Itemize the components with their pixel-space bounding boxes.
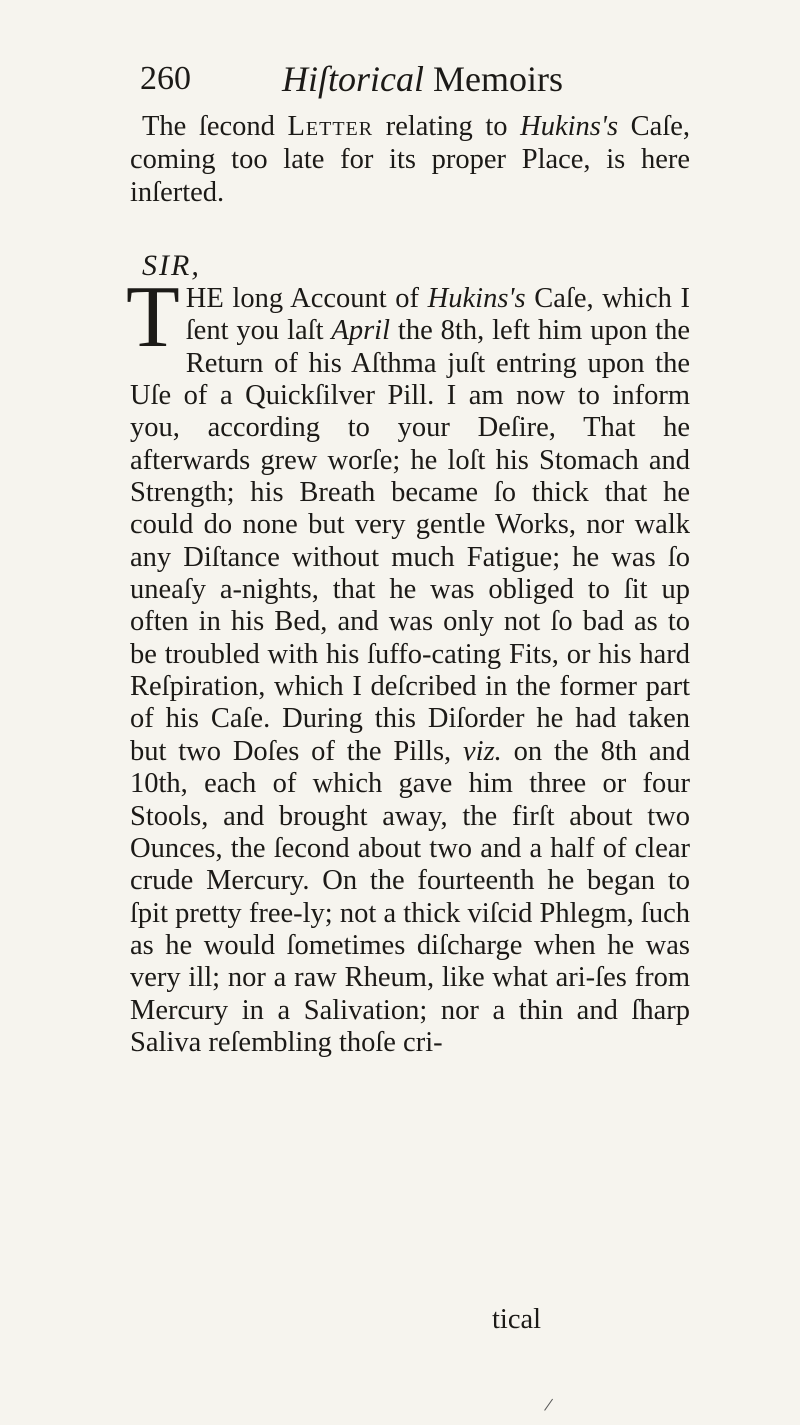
catchword: tical — [492, 1304, 542, 1335]
letter-viz: viz. — [463, 735, 502, 767]
salutation: SIR, — [142, 249, 201, 282]
letter-text-4: on the 8th and 10th, each of which gave him three or four Stools, and brought away, the firſt about two Ounces, the ſecond about two and a half of clear crude Mercury. On the fourteenth he began to ſpit pretty free-ly; not a thick viſcid Phlegm, ſuch as he would ſometimes diſcharge when he was very ill; nor a raw Rheum, like what ari-ſes from Mercury in a Salivation; nor a thin and ſharp Saliva reſembling thoſe cri- — [130, 735, 690, 1058]
letter-text-3: the 8th, left him upon the Return of his Aſthma juſt entring upon the Uſe of a Quickſilver Pill. I am now to inform you, according to your Deſire, That he afterwards grew worſe; he loſt his Stomach and Strength; his Breath became ſo thick that he could do none but very gentle Works, nor walk any Diſtance without much Fatigue; he was ſo uneaſy a-nights, that he was obliged to ſit up often in his Bed, and was only not ſo bad as to be troubled with his ſuffo-cating Fits, or his hard Reſpiration, which I deſcribed in the former part of his Caſe. During this Diſorder he had taken but two Doſes of the Pills, — [130, 315, 690, 767]
letter-opening-word: HE — [185, 283, 224, 314]
letter-text-1: long Account of — [223, 283, 428, 314]
letter-month: April — [331, 315, 390, 347]
letter-body — [126, 269, 690, 1059]
intro-letter-word: Letter — [287, 111, 374, 142]
page-header — [130, 58, 690, 108]
intro-text-3: Caſe, coming too late for its proper Place, is here inſerted. — [130, 111, 691, 208]
letter-text-2: Caſe, which I ſent you laſt — [185, 283, 690, 347]
drop-cap: T — [126, 269, 180, 366]
stray-mark — [544, 1399, 554, 1412]
running-title — [282, 58, 563, 100]
intro-text-2: relating to — [373, 111, 521, 142]
letter-name: Hukins's — [427, 283, 526, 314]
intro-text-1: The ſecond — [142, 111, 288, 142]
running-title-italic: Hiſtorical — [282, 59, 424, 99]
intro-note — [130, 110, 690, 209]
running-title-roman: Memoirs — [433, 59, 563, 99]
book-page — [126, 58, 691, 1059]
intro-name: Hukins's — [520, 111, 619, 142]
page-number: 260 — [140, 60, 191, 97]
